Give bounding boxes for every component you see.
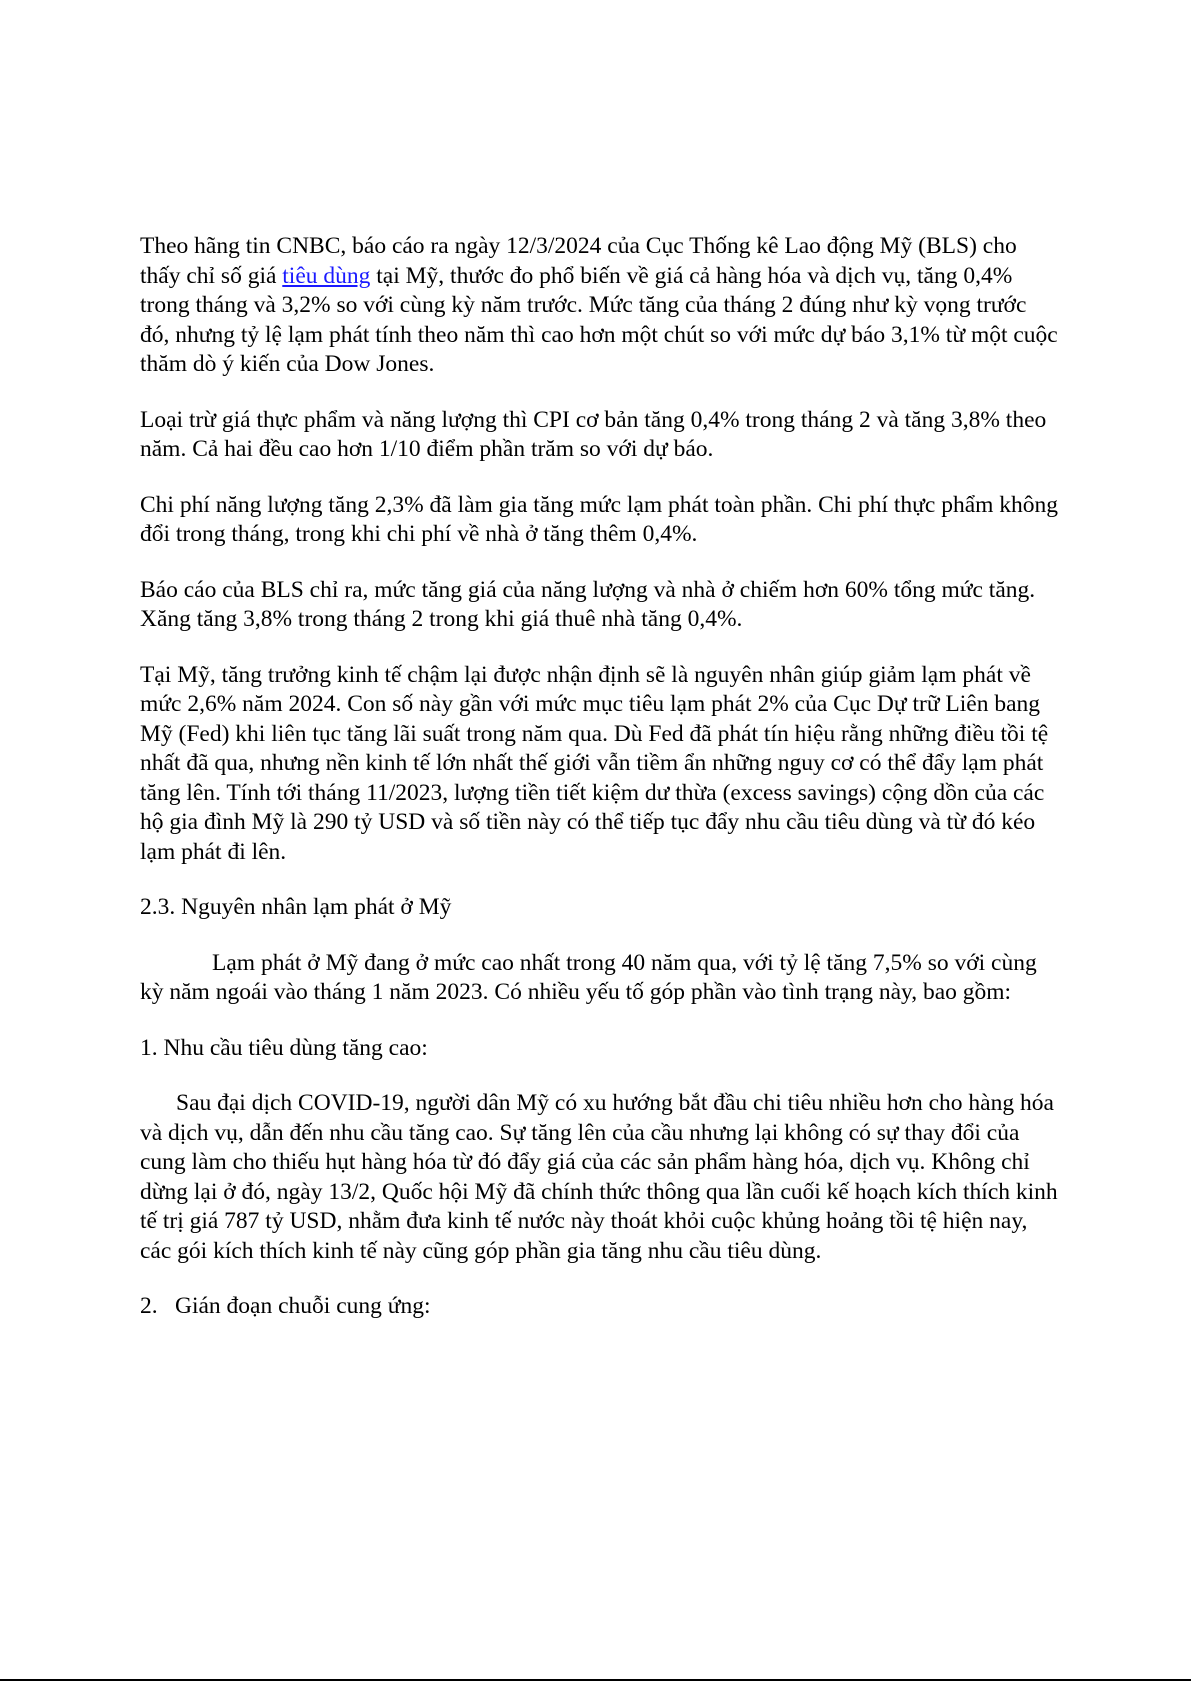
list-item-heading-supply-chain [140,1292,1060,1322]
paragraph-cpi-report [140,232,1060,380]
list-item-heading-demand: 1. Nhu cầu tiêu dùng tăng cao: [140,1034,428,1061]
section-heading: 2.3. Nguyên nhân lạm phát ở Mỹ [140,894,452,920]
paragraph-inflation-causes: Lạm phát ở Mỹ đang ở mức cao nhất trong 40 năm qua, với tỷ lệ tăng 7,5% so với cùng kỳ năm ngoái vào tháng 1 năm 2023. Có nhiều yếu tố góp phần vào tình trạng này, bao gồm: [140,949,1037,1005]
paragraph-text: Theo hãng tin CNBC, báo cáo ra ngày 12/3/2024 của Cục Thống kê Lao động Mỹ (BLS) cho thấy chỉ số giá [140,233,1017,289]
consumer-link[interactable]: tiêu dùng [282,262,371,289]
paragraph-text: tại Mỹ, thước đo phổ biến về giá cả hàng hóa và dịch vụ, tăng 0,4% trong tháng và 3,2% so với cùng kỳ năm trước. Mức tăng của tháng 2 đúng như kỳ vọng trước đó, nhưng tỷ lệ lạm phát tính theo năm thì cao hơn một chút so với mức dự báo 3,1% từ một cuộc thăm dò ý kiến của Dow Jones. [140,262,1058,377]
paragraph-consumer-demand: Sau đại dịch COVID-19, người dân Mỹ có xu hướng bắt đầu chi tiêu nhiều hơn cho hàng hóa và dịch vụ, dẫn đến nhu cầu tăng cao. Sự tăng lên của cầu nhưng lại không có sự thay đổi của cung làm cho thiếu hụt hàng hóa từ đó đẩy giá của các sản phẩm hàng hóa, dịch vụ. Không chỉ dừng lại ở đó, ngày 13/2, Quốc hội Mỹ đã chính thức thông qua lần cuối kế hoạch kích thích kinh tế trị giá 787 tỷ USD, nhằm đưa kinh tế nước này thoát khỏi cuộc khủng hoảng tồi tệ hiện nay, các gói kích thích kinh tế này cũng góp phần gia tăng nhu cầu tiêu dùng. [140,1090,1058,1264]
paragraph-bls-report: Báo cáo của BLS chỉ ra, mức tăng giá của năng lượng và nhà ở chiếm hơn 60% tổng mức tăng. Xăng tăng 3,8% trong tháng 2 trong khi giá thuê nhà tăng 0,4%. [140,576,1036,632]
paragraph-core-cpi: Loại trừ giá thực phẩm và năng lượng thì CPI cơ bản tăng 0,4% trong tháng 2 và tăng 3,8% theo năm. Cả hai đều cao hơn 1/10 điểm phần trăm so với dự báo. [140,406,1047,462]
paragraph-energy-costs: Chi phí năng lượng tăng 2,3% đã làm gia tăng mức lạm phát toàn phần. Chi phí thực phẩm không đổi trong tháng, trong khi chi phí về nhà ở tăng thêm 0,4%. [140,491,1059,547]
paragraph-economic-outlook: Tại Mỹ, tăng trưởng kinh tế chậm lại được nhận định sẽ là nguyên nhân giúp giảm lạm phát về mức 2,6% năm 2024. Con số này gần với mức mục tiêu lạm phát 2% của Cục Dự trữ Liên bang Mỹ (Fed) khi liên tục tăng lãi suất trong năm qua. Dù Fed đã phát tín hiệu rằng những điều tồi tệ nhất đã qua, nhưng nền kinh tế lớn nhất thế giới vẫn tiềm ẩn những nguy cơ có thể đẩy lạm phát tăng lên. Tính tới tháng 11/2023, lượng tiền tiết kiệm dư thừa (excess savings) cộng dồn của các hộ gia đình Mỹ là 290 tỷ USD và số tiền này có thể tiếp tục đẩy nhu cầu tiêu dùng và từ đó kéo lạm phát đi lên. [140,661,1049,865]
list-number: 2. [140,1293,158,1319]
list-item-text: Gián đoạn chuỗi cung ứng: [175,1293,431,1319]
document-body [140,232,1060,1348]
page-bottom-rule [0,1679,1191,1681]
